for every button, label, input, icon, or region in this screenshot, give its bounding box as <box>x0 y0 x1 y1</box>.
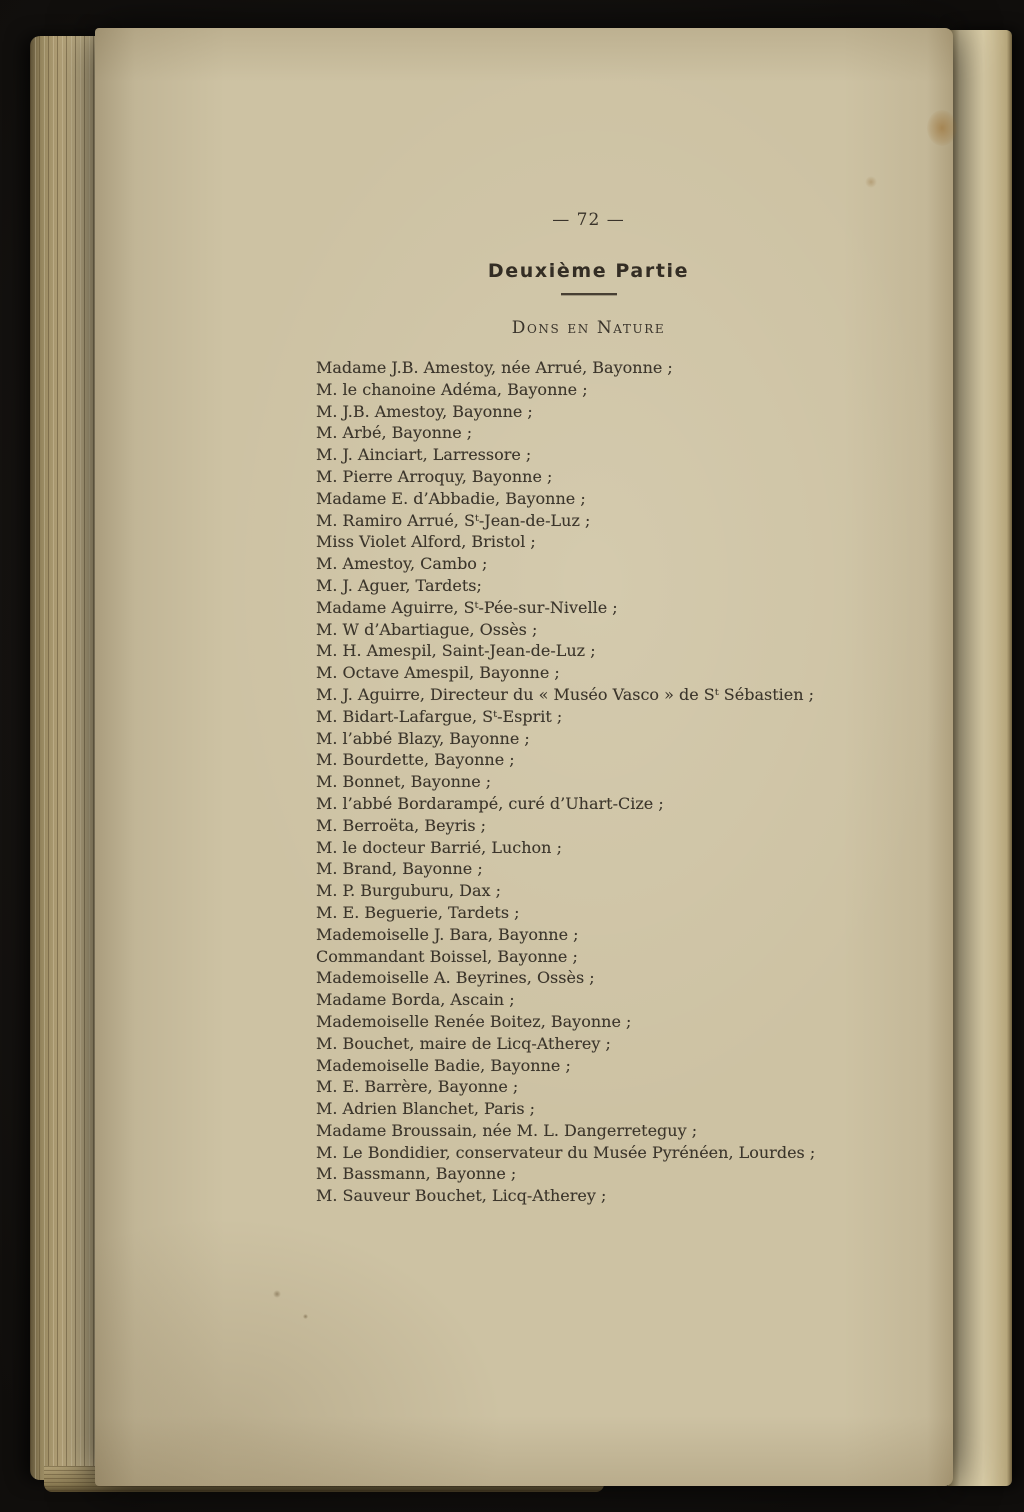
list-item: M. Bonnet, Bayonne ; <box>316 772 492 792</box>
section-title: Deuxième Partie <box>487 260 690 282</box>
list-item: Miss Violet Alford, Bristol ; <box>316 532 536 552</box>
paper-stain <box>927 110 957 146</box>
list-item: Mademoiselle A. Beyrines, Ossès ; <box>316 968 595 988</box>
list-item: M. J. Aguer, Tardets; <box>316 575 482 595</box>
paper-speck <box>303 1314 308 1319</box>
list-item: Mademoiselle Renée Boitez, Bayonne ; <box>316 1011 632 1031</box>
page-number: — 72 — <box>552 210 625 230</box>
list-item: M. Berroëta, Beyris ; <box>316 815 487 835</box>
list-item: M. Arbé, Bayonne ; <box>316 423 473 443</box>
list-item: M. W d’Abartiague, Ossès ; <box>316 619 538 639</box>
list-item: Mademoiselle Badie, Bayonne ; <box>316 1055 571 1075</box>
list-item: Madame Aguirre, Sᵗ-Pée-sur-Nivelle ; <box>316 597 618 617</box>
paper-stain <box>865 176 877 188</box>
title-rule <box>561 293 617 295</box>
list-item: Mademoiselle J. Bara, Bayonne ; <box>316 924 579 944</box>
list-item: M. E. Beguerie, Tardets ; <box>316 902 520 922</box>
list-item: M. Amestoy, Cambo ; <box>316 554 488 574</box>
list-item: M. Le Bondidier, conservateur du Musée Pyrénéen, Lourdes ; <box>316 1142 816 1162</box>
list-item: M. J. Ainciart, Larressore ; <box>316 445 532 465</box>
list-item: M. Bouchet, maire de Licq-Atherey ; <box>316 1033 611 1053</box>
list-item: M. Octave Amespil, Bayonne ; <box>316 663 560 683</box>
list-item: M. Pierre Arroquy, Bayonne ; <box>316 466 553 486</box>
page-content <box>316 210 861 1207</box>
list-item: Madame Borda, Ascain ; <box>316 990 515 1010</box>
section-heading: Dons en Nature <box>511 318 666 338</box>
list-item: M. Bidart-Lafargue, Sᵗ-Esprit ; <box>316 706 563 726</box>
list-item: M. Brand, Bayonne ; <box>316 859 483 879</box>
next-page-edge <box>948 30 1012 1486</box>
list-item: M. H. Amespil, Saint-Jean-de-Luz ; <box>316 641 596 661</box>
paper-speck <box>273 1290 281 1298</box>
list-item: M. l’abbé Blazy, Bayonne ; <box>316 728 530 748</box>
list-item: M. Bourdette, Bayonne ; <box>316 750 515 770</box>
list-item: M. Ramiro Arrué, Sᵗ-Jean-de-Luz ; <box>316 510 591 530</box>
list-item: M. Adrien Blanchet, Paris ; <box>316 1099 536 1119</box>
list-item: M. Sauveur Bouchet, Licq-Atherey ; <box>316 1186 607 1206</box>
list-item: M. le docteur Barrié, Luchon ; <box>316 837 562 857</box>
list-item: M. J. Aguirre, Directeur du « Muséo Vasco » de Sᵗ Sébastien ; <box>316 684 815 704</box>
list-item: M. Bassmann, Bayonne ; <box>316 1164 517 1184</box>
list-item: M. P. Burguburu, Dax ; <box>316 881 502 901</box>
list-item: M. J.B. Amestoy, Bayonne ; <box>316 401 533 421</box>
list-item: Madame J.B. Amestoy, née Arrué, Bayonne ; <box>316 358 673 377</box>
list-item: Madame E. d’Abbadie, Bayonne ; <box>316 488 586 508</box>
list-item: M. le chanoine Adéma, Bayonne ; <box>316 379 588 399</box>
book-page <box>95 28 953 1486</box>
list-item: Madame Broussain, née M. L. Dangerreteguy ; <box>316 1120 698 1140</box>
list-item: M. l’abbé Bordarampé, curé d’Uhart-Cize ; <box>316 793 664 813</box>
list-item: Commandant Boissel, Bayonne ; <box>316 946 578 966</box>
donor-list <box>316 357 861 1207</box>
list-item: M. E. Barrère, Bayonne ; <box>316 1077 519 1097</box>
